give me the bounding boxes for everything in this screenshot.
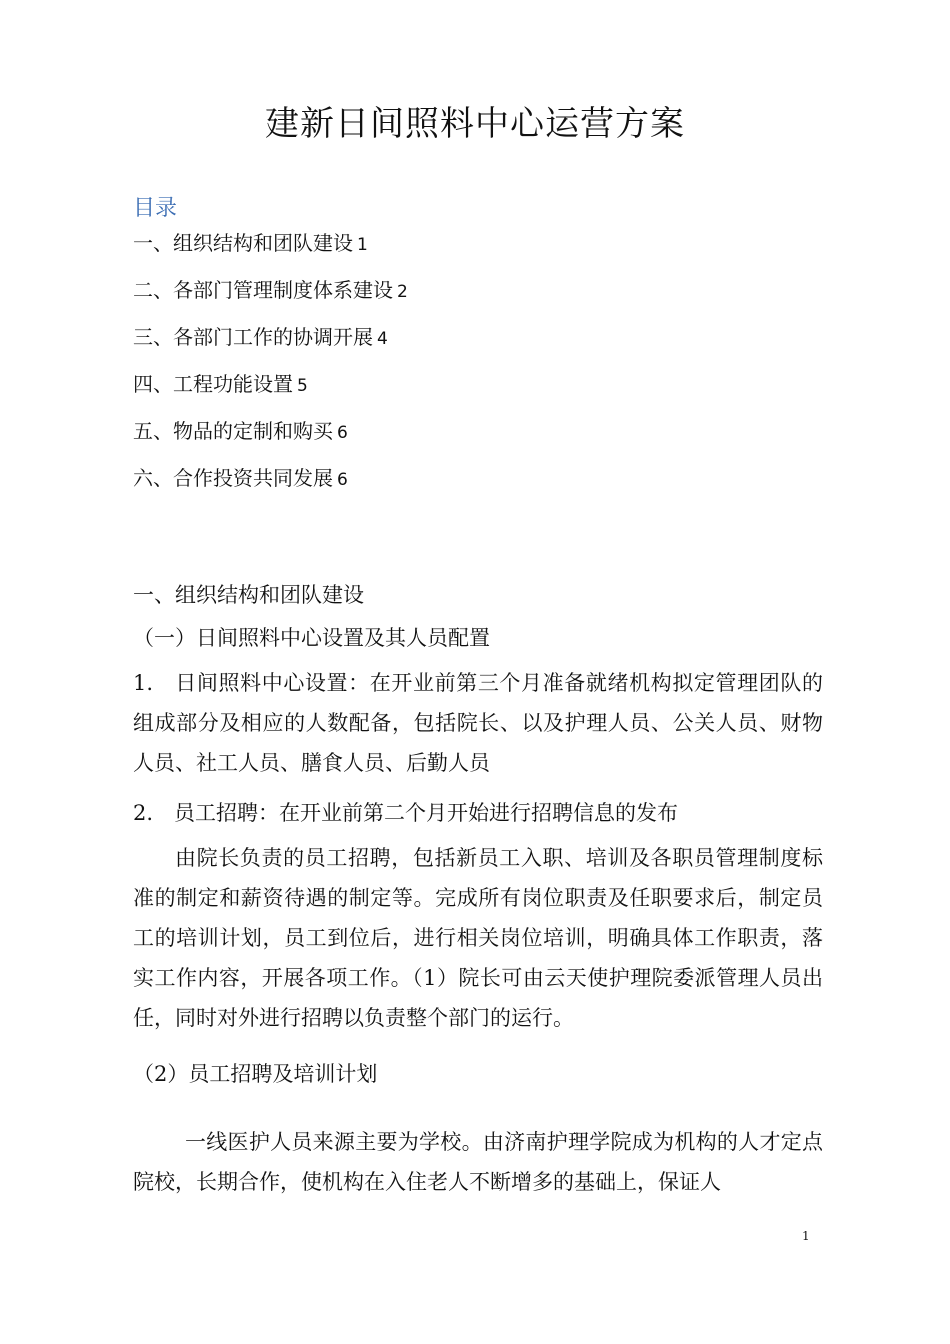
body-paragraph-2: 一线医护人员来源主要为学校。由济南护理学院成为机构的人才定点院校，长期合作，使机构在入住老人不断增多的基础上，保证人	[133, 1130, 823, 1194]
list-item-1: 1. 日间照料中心设置：在开业前第三个月准备就绪机构拟定管理团队的组成部分及相应的人数配备，包括院长、以及护理人员、公关人员、财物人员、社工人员、膳食人员、后勤人员	[133, 671, 823, 775]
toc-item-label: 四、工程功能设置	[133, 372, 293, 396]
toc-item[interactable]	[133, 370, 308, 400]
toc-item-page: 6	[337, 470, 348, 490]
toc-item-label: 三、各部门工作的协调开展	[133, 325, 373, 349]
toc-item-page: 2	[397, 282, 408, 302]
subsection-heading-2: （2）员工招聘及培训计划	[133, 1062, 378, 1086]
body-paragraph: 由院长负责的员工招聘，包括新员工入职、培训及各职员管理制度标准的制定和薪资待遇的制定等。完成所有岗位职责及任职要求后，制定员工的培训计划，员工到位后，进行相关岗位培训，明确具体工作职责，落实工作内容，开展各项工作。（1）院长可由云天使护理院委派管理人员出任，同时对外进行招聘以负责整个部门的运行。	[133, 846, 823, 1030]
subsection-heading: （一）日间照料中心设置及其人员配置	[133, 626, 490, 650]
list-item-2: 2. 员工招聘：在开业前第二个月开始进行招聘信息的发布	[133, 801, 679, 825]
toc-heading: 目录	[133, 196, 178, 221]
toc-item[interactable]	[133, 464, 348, 494]
toc-item[interactable]	[133, 417, 348, 447]
toc-item[interactable]	[133, 323, 388, 353]
document-title: 建新日间照料中心运营方案	[265, 104, 685, 144]
toc-item-label: 一、组织结构和团队建设	[133, 231, 353, 255]
toc-item-label: 二、各部门管理制度体系建设	[133, 278, 393, 302]
section-heading: 一、组织结构和团队建设	[133, 583, 364, 607]
toc-item[interactable]	[133, 229, 368, 259]
toc-item-page: 4	[377, 329, 388, 349]
toc-item-page: 6	[337, 423, 348, 443]
toc-item-label: 六、合作投资共同发展	[133, 466, 333, 490]
toc-item-page: 5	[297, 376, 308, 396]
toc-item[interactable]	[133, 276, 408, 306]
page-number: 1	[802, 1229, 810, 1243]
toc-item-page: 1	[357, 235, 368, 255]
toc-item-label: 五、物品的定制和购买	[133, 419, 333, 443]
